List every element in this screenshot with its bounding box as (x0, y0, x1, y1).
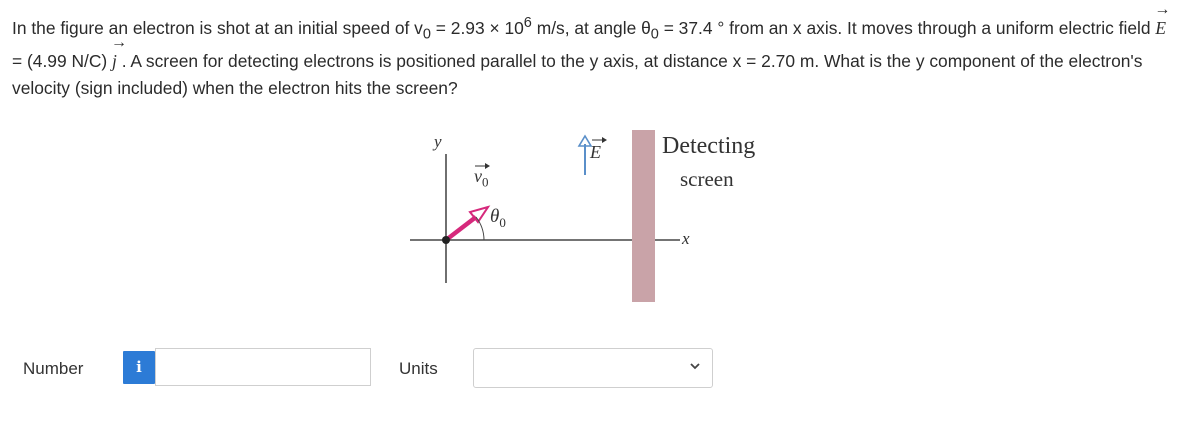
unit-vector-symbol: → j (111, 34, 128, 72)
v0-subscript: 0 (422, 26, 431, 43)
answer-row (0, 346, 1183, 392)
physics-figure (410, 128, 790, 308)
field-vector-symbol: → E (1154, 0, 1171, 38)
y-axis-label: y (434, 132, 442, 151)
question-segment: In the figure an electron is shot at an initial speed of v (12, 17, 423, 38)
chevron-down-icon (687, 358, 703, 374)
screen-label-line2: screen (680, 167, 734, 191)
exponent: 6 (523, 15, 532, 31)
e-vector-arrowhead-icon (602, 137, 607, 143)
question-text (12, 0, 1172, 102)
number-label: Number (23, 359, 84, 378)
question-segment: . A screen for detecting electrons is positioned parallel to the y axis, at distance x = 2.70 m. What is the y component of the electron's velocity (sign included) when the electron hits the screen? (12, 51, 1143, 99)
v0-label: $v_0$ (474, 166, 489, 190)
screen-label-line1: Detecting (662, 133, 756, 159)
theta-subscript: 0 (650, 26, 659, 43)
theta-label: $\theta_0$ (490, 206, 506, 230)
detecting-screen (632, 130, 655, 302)
number-input[interactable] (155, 348, 371, 386)
units-label: Units (399, 359, 438, 378)
question-segment: m/s, at angle θ (531, 17, 651, 38)
x-axis-label: x (682, 229, 690, 248)
question-segment: = 37.4 ° from an x axis. It moves through a uniform electric field (658, 17, 1156, 38)
question-segment: = (4.99 N/C) (12, 51, 113, 72)
units-dropdown[interactable] (473, 348, 713, 388)
field-label: E (590, 142, 601, 162)
question-segment: = 2.93 × 10 (430, 17, 524, 38)
velocity-arrow-shaft (446, 217, 476, 240)
info-icon[interactable]: i (123, 351, 155, 384)
vector-arrow-icon: → (1154, 0, 1171, 18)
origin-dot (442, 236, 450, 244)
vector-arrow-icon: → (111, 34, 128, 52)
